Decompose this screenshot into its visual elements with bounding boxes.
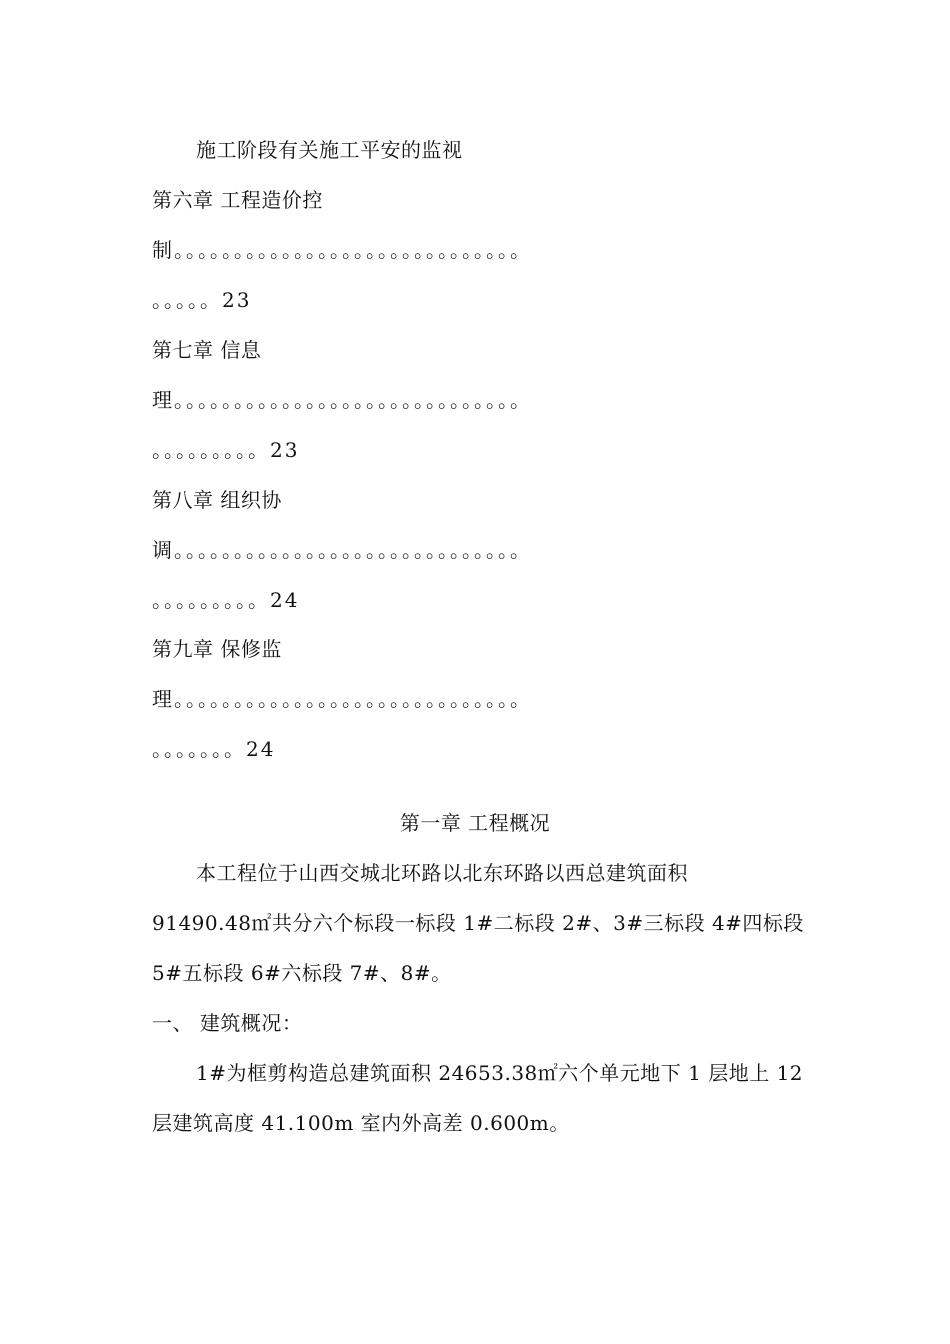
toc-chapter6-leader-2: 。。。。。23 <box>152 288 252 312</box>
toc-chapter6-leader-1: 制。。。。。。。。。。。。。。。。。。。。。。。。。。。。。 <box>152 238 532 262</box>
toc-chapter7-title: 第七章 信息 <box>152 338 262 362</box>
toc-chapter9-leader-1: 理。。。。。。。。。。。。。。。。。。。。。。。。。。。。。 <box>152 687 532 711</box>
toc-line-safety-monitoring: 施工阶段有关施工平安的监视 <box>196 138 463 162</box>
paragraph-1-line-3: 5#五标段 6#六标段 7#、8#。 <box>152 961 452 985</box>
section-1-heading: 一、 建筑概况： <box>152 1011 303 1035</box>
paragraph-1-line-2: 91490.48㎡共分六个标段一标段 1#二标段 2#、3#三标段 4#四标段 <box>152 911 804 935</box>
toc-chapter9-title: 第九章 保修监 <box>152 637 282 661</box>
toc-chapter8-title: 第八章 组织协 <box>152 488 282 512</box>
toc-chapter6-title: 第六章 工程造价控 <box>152 188 323 212</box>
toc-chapter7-leader-2: 。。。。。。。。。23 <box>152 438 300 462</box>
toc-chapter7-leader-1: 理。。。。。。。。。。。。。。。。。。。。。。。。。。。。。 <box>152 388 532 412</box>
chapter1-heading: 第一章 工程概况 <box>399 811 551 835</box>
paragraph-2-line-2: 层建筑高度 41.100m 室内外高差 0.600m。 <box>152 1111 570 1135</box>
paragraph-1-line-1: 本工程位于山西交城北环路以北东环路以西总建筑面积 <box>196 861 688 885</box>
toc-chapter9-leader-2: 。。。。。。。24 <box>152 737 276 761</box>
toc-chapter8-leader-2: 。。。。。。。。。24 <box>152 588 300 612</box>
toc-chapter8-leader-1: 调。。。。。。。。。。。。。。。。。。。。。。。。。。。。。 <box>152 538 532 562</box>
paragraph-2-line-1: 1#为框剪构造总建筑面积 24653.38㎡六个单元地下 1 层地上 12 <box>196 1061 804 1085</box>
